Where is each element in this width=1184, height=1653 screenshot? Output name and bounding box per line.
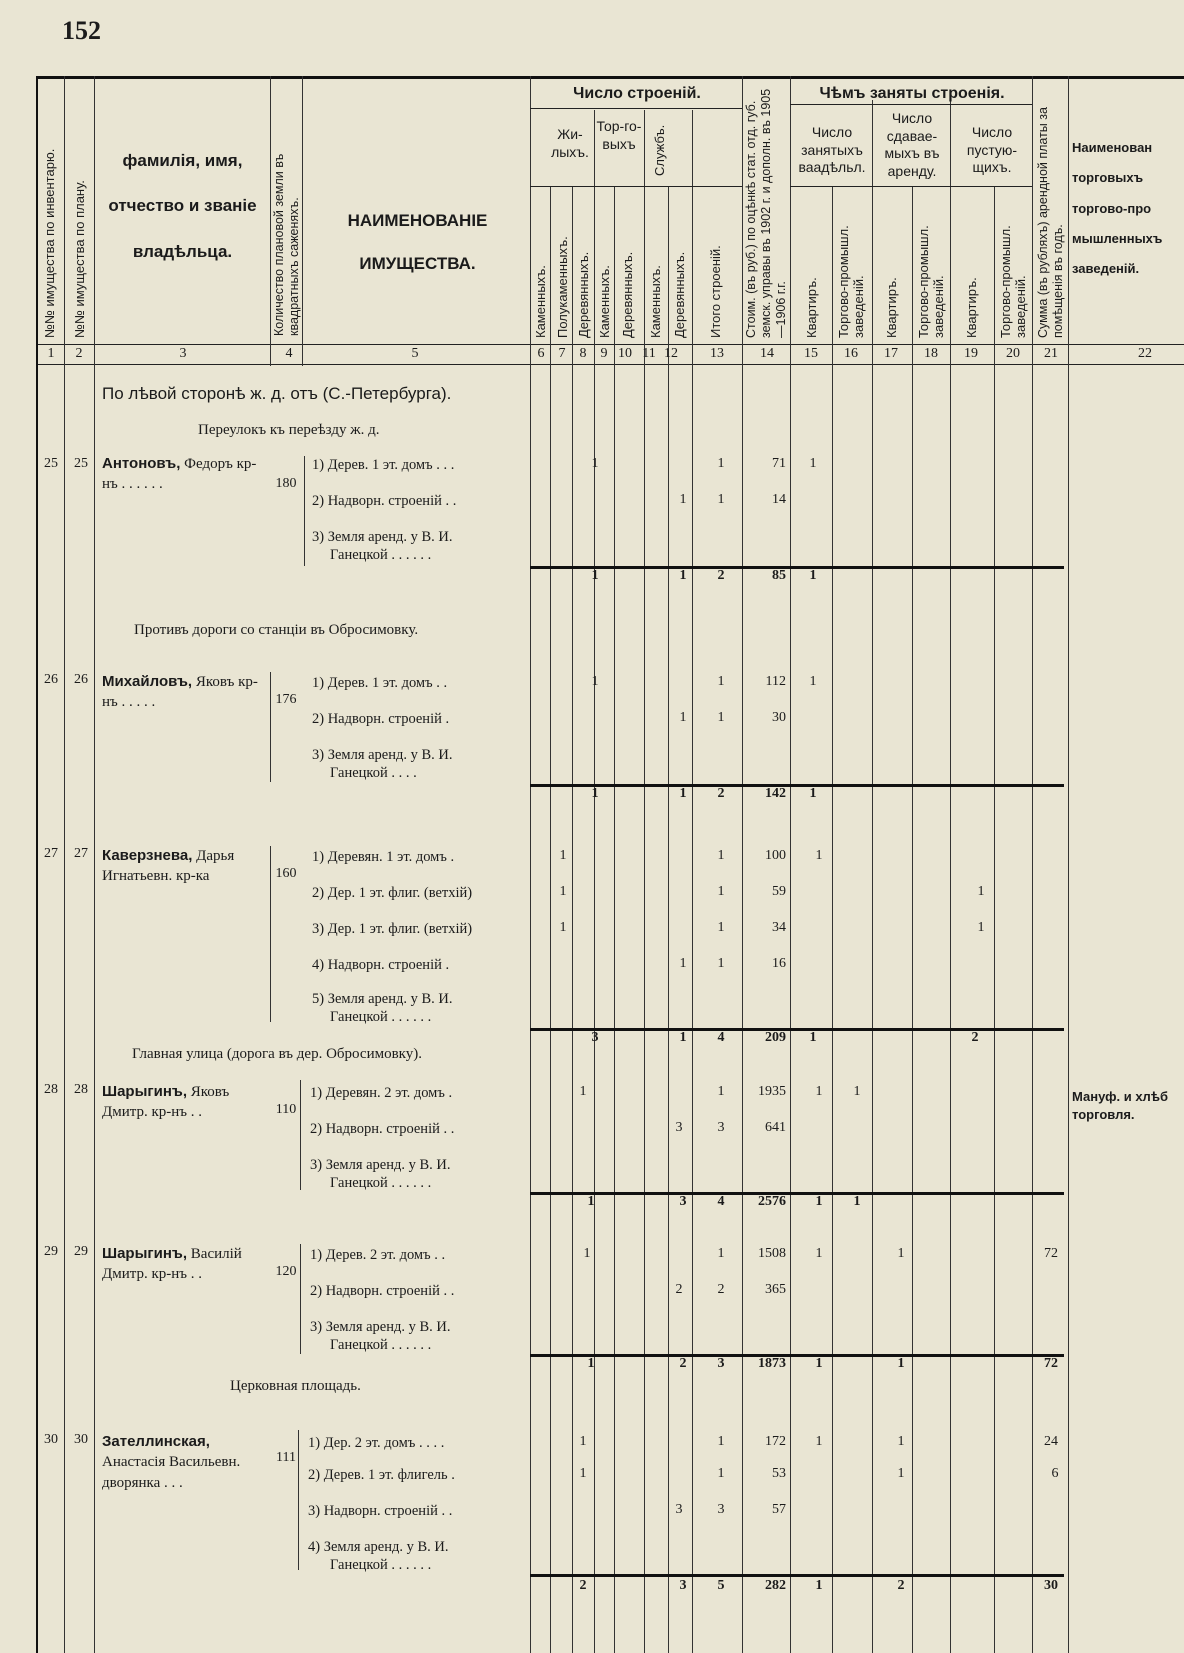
col-border xyxy=(1068,76,1069,1653)
subtotal-rule xyxy=(530,1574,1064,1577)
cell: 3 xyxy=(717,1502,725,1517)
cell: 1 xyxy=(717,1434,725,1449)
header-stone: Каменныхъ. xyxy=(648,265,663,338)
valuation-cell: 172 xyxy=(765,1434,786,1449)
subcol-border xyxy=(668,186,669,1653)
header-apartments: Квартиръ. xyxy=(884,277,899,338)
subhead-rule xyxy=(790,104,1032,105)
header-occ-owner: Число занятыхъ ваадѣльл. xyxy=(798,124,866,175)
subtotal-cell: 1 xyxy=(809,786,817,801)
subtotal-cell: 1 xyxy=(679,568,687,583)
cell: 72 xyxy=(1044,1246,1058,1261)
owner-bracket xyxy=(304,456,305,566)
valuation-cell: 53 xyxy=(772,1466,786,1481)
cell: 2 xyxy=(717,1282,725,1297)
cell: 1 xyxy=(717,956,725,971)
cell: 1 xyxy=(679,710,687,725)
property-item: 3) Надворн. строеній . . xyxy=(308,1503,453,1519)
valuation-cell: 14 xyxy=(772,492,786,507)
column-number: 14 xyxy=(760,346,774,361)
header-owner xyxy=(100,150,265,262)
header-occ-empty: Число пустую-щихъ. xyxy=(966,124,1018,175)
header-total-buildings: Итого строеній. xyxy=(708,245,723,338)
cell: 1 xyxy=(559,848,567,863)
owner-surname: Шарыгинъ, xyxy=(102,1245,188,1262)
column-number: 8 xyxy=(579,346,587,361)
header-names-line: торгово-про xyxy=(1072,200,1152,216)
cell: 1 xyxy=(815,1246,823,1261)
header-trade: Тор-го-выхъ xyxy=(596,118,642,152)
column-number: 13 xyxy=(710,346,724,361)
header-occ-rent: Число сдавае-мыхъ въ аренду. xyxy=(884,110,940,179)
owner-name xyxy=(102,1244,267,1285)
owner-rest: Дарья Игнатьевн. кр-ка xyxy=(102,848,235,885)
cell: 1 xyxy=(717,884,725,899)
subtotal-cell: 1 xyxy=(815,1194,823,1209)
cell: 3 xyxy=(675,1120,683,1135)
cell: 1 xyxy=(815,848,823,863)
subtotal-rule xyxy=(530,566,1064,569)
cell: 1 xyxy=(679,956,687,971)
property-item: 3) Земля аренд. у В. И. xyxy=(312,747,453,763)
section-heading: Главная улица (дорога въ дер. Обросимовку). xyxy=(132,1046,423,1062)
subtotal-valuation: 85 xyxy=(772,568,786,583)
inv-no: 25 xyxy=(44,456,58,471)
subtotal-cell: 2 xyxy=(897,1578,905,1593)
cell: 1 xyxy=(559,920,567,935)
cell: 2 xyxy=(675,1282,683,1297)
owner-bracket xyxy=(270,846,271,1022)
cell: 24 xyxy=(1044,1434,1058,1449)
cell: 1 xyxy=(897,1246,905,1261)
owner-surname: Зателлинская, xyxy=(102,1433,210,1450)
header-service: Службъ. xyxy=(652,124,667,176)
cell: 1 xyxy=(717,456,725,471)
property-item: 1) Дерев. 1 эт. домъ . . xyxy=(312,675,448,691)
subhead-rule xyxy=(790,186,1032,187)
subtotal-cell: 1 xyxy=(809,568,817,583)
owner-rest: Анастасія Васильевн. дворянка . . . xyxy=(102,1454,241,1491)
land-area: 111 xyxy=(276,1450,296,1465)
subtotal-cell: 72 xyxy=(1044,1356,1058,1371)
header-wooden: Деревянныхъ. xyxy=(576,251,591,338)
inv-no: 27 xyxy=(44,846,58,861)
subtotal-valuation: 2576 xyxy=(758,1194,786,1209)
column-number: 18 xyxy=(924,346,938,361)
owner-surname: Михайловъ, xyxy=(102,673,193,690)
header-buildings: Число строеній. xyxy=(573,85,701,102)
column-number: 6 xyxy=(537,346,545,361)
land-area: 160 xyxy=(275,866,297,881)
header-rent-sum: Сумма (въ рубляхъ) арендной платы за помѣщенія въ годъ. xyxy=(1036,107,1065,338)
col-border xyxy=(64,76,65,1653)
cell: 1 xyxy=(559,884,567,899)
header-half-stone: Полукаменныхъ. xyxy=(555,236,570,338)
subtotal-cell: 1 xyxy=(587,1356,595,1371)
cell: 1 xyxy=(977,920,985,935)
subtotal-cell: 1 xyxy=(679,786,687,801)
cell: 1 xyxy=(591,674,599,689)
column-number: 5 xyxy=(411,346,419,361)
subtotal-cell: 1 xyxy=(679,1030,687,1045)
header-wooden: Деревянныхъ. xyxy=(672,251,687,338)
owner-surname: Шарыгинъ, xyxy=(102,1083,188,1100)
header-apartments: Квартиръ. xyxy=(804,277,819,338)
column-number: 9 xyxy=(600,346,608,361)
cell: 1 xyxy=(591,456,599,471)
property-item: 2) Надворн. строеній . . xyxy=(312,493,457,509)
subtotal-cell: 3 xyxy=(591,1030,599,1045)
header-property xyxy=(310,210,525,275)
header-trade-ind: Торгово-промышл. заведеній. xyxy=(916,225,946,338)
cell: 1 xyxy=(897,1434,905,1449)
column-number: 3 xyxy=(179,346,187,361)
owner-rest: Василій Дмитр. кр-нъ . . xyxy=(102,1246,242,1283)
plan-no: 29 xyxy=(74,1244,88,1259)
property-item: 3) Земля аренд. у В. И. xyxy=(310,1319,451,1335)
header-names-line: торговыхъ xyxy=(1072,170,1144,186)
owner-surname: Антоновъ, xyxy=(102,455,181,472)
property-item: 5) Земля аренд. у В. И. xyxy=(312,991,453,1007)
header-trade-ind: Торгово-промышл. заведеній. xyxy=(836,225,866,338)
cell: 6 xyxy=(1051,1466,1059,1481)
owner-rest: Яковъ Дмитр. кр-нъ . . xyxy=(102,1084,230,1121)
subtotal-valuation: 209 xyxy=(765,1030,786,1045)
header-plan-no: №№ имущества по плану. xyxy=(72,180,87,338)
valuation-cell: 365 xyxy=(765,1282,786,1297)
column-number: 20 xyxy=(1006,346,1020,361)
owner-rest: Яковъ кр-нъ . . . . . xyxy=(102,674,258,711)
header-stone: Каменныхъ. xyxy=(597,265,612,338)
valuation-cell: 641 xyxy=(765,1120,786,1135)
col-border-left xyxy=(36,76,38,1653)
owner-name xyxy=(102,1082,267,1123)
cell: 1 xyxy=(815,1434,823,1449)
subtotal-cell: 1 xyxy=(853,1194,861,1209)
column-number: 2 xyxy=(75,346,83,361)
header-trade-ind: Торгово-промышл. заведеній. xyxy=(998,225,1028,338)
subtotal-rule xyxy=(530,1354,1064,1357)
cell: 1 xyxy=(717,492,725,507)
subtotal-valuation: 1873 xyxy=(758,1356,786,1371)
valuation-cell: 16 xyxy=(772,956,786,971)
cell: 1 xyxy=(717,1466,725,1481)
inv-no: 28 xyxy=(44,1082,58,1097)
cell: 1 xyxy=(579,1466,587,1481)
header-property-line: НАИМЕНОВАНІЕ xyxy=(347,211,488,230)
header-apartments: Квартиръ. xyxy=(964,277,979,338)
plan-no: 26 xyxy=(74,672,88,687)
subtotal-cell: 30 xyxy=(1044,1578,1058,1593)
subcol-border xyxy=(994,186,995,1653)
subtotal-valuation: 142 xyxy=(765,786,786,801)
column-number: 19 xyxy=(964,346,978,361)
header-owner-line: отчество и званіе xyxy=(108,196,257,216)
cell: 1 xyxy=(679,492,687,507)
owner-bracket xyxy=(300,1080,301,1190)
cell: 1 xyxy=(815,1084,823,1099)
subtotal-cell: 1 xyxy=(809,1030,817,1045)
valuation-cell: 112 xyxy=(765,674,786,689)
property-item: 2) Надворн. строеній . . xyxy=(310,1121,455,1137)
land-area: 120 xyxy=(275,1264,297,1279)
cell: 1 xyxy=(717,1246,725,1261)
property-item: 1) Дер. 2 эт. домъ . . . . xyxy=(308,1435,445,1451)
cell: 1 xyxy=(809,674,817,689)
inv-no: 26 xyxy=(44,672,58,687)
subtotal-cell: 1 xyxy=(815,1578,823,1593)
section-heading: Противъ дороги со станціи въ Обросимовку. xyxy=(134,622,419,638)
cell: 1 xyxy=(977,884,985,899)
property-item: 3) Земля аренд. у В. И. xyxy=(310,1157,451,1173)
cell: 1 xyxy=(717,674,725,689)
property-item: 4) Надворн. строеній . xyxy=(312,957,450,973)
column-number: 16 xyxy=(844,346,858,361)
property-item: 1) Дерев. 1 эт. домъ . . . xyxy=(312,457,455,473)
column-number: 4 xyxy=(285,346,293,361)
property-item: 3) Дер. 1 эт. флиг. (ветхій) xyxy=(312,921,473,937)
subtotal-cell: 4 xyxy=(717,1030,725,1045)
col-border xyxy=(270,76,271,366)
subcol-border xyxy=(832,186,833,1653)
header-wooden: Деревянныхъ. xyxy=(620,251,635,338)
column-number: 22 xyxy=(1138,346,1152,361)
header-valuation: Стоим. (въ руб.) по оцѣнкѣ стат. отд. губ. земск. управы въ 1902 г. и дополн. въ 1905—1906 г.г. xyxy=(744,88,788,338)
property-item: 1) Дерев. 2 эт. домъ . . xyxy=(310,1247,446,1263)
col-border xyxy=(950,100,951,1653)
owner-name xyxy=(102,846,267,887)
header-bottom-rule xyxy=(36,344,1184,345)
subtotal-cell: 2 xyxy=(717,786,725,801)
column-number: 10 xyxy=(618,346,632,361)
trade-note-line: торговля. xyxy=(1072,1107,1135,1123)
plan-no: 27 xyxy=(74,846,88,861)
property-item: Ганецкой . . . . xyxy=(330,765,417,781)
subtotal-cell: 1 xyxy=(815,1356,823,1371)
cell: 3 xyxy=(717,1120,725,1135)
subtotal-cell: 3 xyxy=(679,1578,687,1593)
plan-no: 30 xyxy=(74,1432,88,1447)
valuation-cell: 71 xyxy=(772,456,786,471)
col-border xyxy=(742,76,743,1653)
owner-surname: Каверзнева, xyxy=(102,847,193,864)
section-heading: Переулокъ къ переѣзду ж. д. xyxy=(198,422,380,438)
subtotal-cell: 1 xyxy=(591,568,599,583)
cell: 1 xyxy=(717,848,725,863)
section-heading: Церковная площадь. xyxy=(230,1378,361,1394)
cell: 1 xyxy=(717,920,725,935)
cell: 1 xyxy=(579,1434,587,1449)
subcol-border xyxy=(644,110,645,1653)
col-border xyxy=(1032,76,1033,1653)
header-names-line: заведеній. xyxy=(1072,261,1140,276)
column-number: 1 xyxy=(47,346,55,361)
valuation-cell: 57 xyxy=(772,1502,786,1517)
property-item: Ганецкой . . . . . . xyxy=(330,1175,432,1191)
header-names-line: мышленныхъ xyxy=(1072,230,1163,246)
subtotal-cell: 3 xyxy=(717,1356,725,1371)
owner-bracket xyxy=(270,672,271,782)
colnum-bottom-rule xyxy=(36,364,1184,365)
property-item: 2) Надворн. строеній . xyxy=(312,711,450,727)
header-inv-no: №№ имущества по инвентарю. xyxy=(42,148,57,338)
cell: 1 xyxy=(579,1084,587,1099)
property-item: 1) Деревян. 1 эт. домъ . xyxy=(312,849,455,865)
header-property-line: ИМУЩЕСТВА. xyxy=(359,254,476,274)
valuation-cell: 59 xyxy=(772,884,786,899)
property-item: Ганецкой . . . . . . xyxy=(330,547,432,563)
header-occupied: Чѣмъ заняты строенія. xyxy=(819,85,1005,102)
valuation-cell: 30 xyxy=(772,710,786,725)
subcol-border xyxy=(550,186,551,1653)
subtotal-cell: 1 xyxy=(591,786,599,801)
column-number: 21 xyxy=(1044,346,1058,361)
owner-name xyxy=(102,672,262,713)
land-area: 176 xyxy=(275,692,297,707)
subcol-border xyxy=(594,110,595,1653)
subtotal-cell: 2 xyxy=(717,568,725,583)
land-area: 110 xyxy=(275,1102,297,1117)
property-item: 1) Деревян. 2 эт. домъ . xyxy=(310,1085,453,1101)
col-border xyxy=(872,100,873,1653)
page-number: 152 xyxy=(62,16,101,45)
cell: 1 xyxy=(717,1084,725,1099)
subcol-border xyxy=(614,186,615,1653)
subhead-rule xyxy=(530,108,742,109)
section-heading: По лѣвой сторонѣ ж. д. отъ (С.-Петербурга). xyxy=(102,384,452,403)
col-border xyxy=(302,76,303,366)
col-border xyxy=(790,76,791,1653)
subtotal-valuation: 282 xyxy=(765,1578,786,1593)
col-border xyxy=(94,76,95,1653)
trade-note xyxy=(1072,1088,1184,1124)
column-number: 17 xyxy=(884,346,898,361)
cell: 3 xyxy=(675,1502,683,1517)
owner-rest: Федоръ кр-нъ . . . . . . xyxy=(102,456,257,493)
land-area: 180 xyxy=(275,476,297,491)
inv-no: 29 xyxy=(44,1244,58,1259)
trade-note-line: Мануф. и хлѣб xyxy=(1072,1089,1168,1104)
subcol-border xyxy=(692,110,693,1653)
owner-bracket xyxy=(300,1244,301,1354)
valuation-cell: 100 xyxy=(765,848,786,863)
subhead-rule xyxy=(530,186,742,187)
header-stone: Каменныхъ. xyxy=(533,265,548,338)
column-number: 11 xyxy=(642,346,656,361)
property-item: Ганецкой . . . . . . xyxy=(330,1557,432,1573)
subtotal-rule xyxy=(530,1192,1064,1195)
property-item: 4) Земля аренд. у В. И. xyxy=(308,1539,449,1555)
inv-no: 30 xyxy=(44,1432,58,1447)
table-top-rule xyxy=(36,76,1184,79)
subcol-border xyxy=(912,186,913,1653)
plan-no: 25 xyxy=(74,456,88,471)
valuation-cell: 1508 xyxy=(758,1246,786,1261)
cell: 1 xyxy=(583,1246,591,1261)
property-item: 2) Дер. 1 эт. флиг. (ветхій) xyxy=(312,885,473,901)
header-names-line: Наименован xyxy=(1072,140,1153,155)
owner-bracket xyxy=(298,1430,299,1570)
subtotal-cell: 2 xyxy=(971,1030,979,1045)
cell: 1 xyxy=(717,710,725,725)
property-item: Ганецкой . . . . . . xyxy=(330,1009,432,1025)
valuation-cell: 1935 xyxy=(758,1084,786,1099)
column-number: 15 xyxy=(804,346,818,361)
header-owner-line: фамилія, имя, xyxy=(122,151,243,170)
property-item: 3) Земля аренд. у В. И. xyxy=(312,529,453,545)
subtotal-cell: 3 xyxy=(679,1194,687,1209)
cell: 1 xyxy=(809,456,817,471)
col-border xyxy=(530,76,531,1653)
header-living: Жи-лыхъ. xyxy=(551,126,589,160)
subtotal-cell: 2 xyxy=(579,1578,587,1593)
header-names-trade xyxy=(1072,140,1184,277)
subtotal-cell: 1 xyxy=(587,1194,595,1209)
column-number: 7 xyxy=(558,346,566,361)
subtotal-cell: 2 xyxy=(679,1356,687,1371)
property-item: 2) Надворн. строеній . . xyxy=(310,1283,455,1299)
property-item: 2) Дерев. 1 эт. флигель . xyxy=(308,1467,455,1483)
subtotal-rule xyxy=(530,784,1064,787)
owner-name xyxy=(102,454,262,495)
header-land: Количество плановой земли въ квадратныхъ саженяхъ. xyxy=(272,153,301,336)
cell: 1 xyxy=(853,1084,861,1099)
owner-name xyxy=(102,1432,267,1493)
property-item: Ганецкой . . . . . . xyxy=(330,1337,432,1353)
subtotal-cell: 5 xyxy=(717,1578,725,1593)
column-number: 12 xyxy=(664,346,678,361)
plan-no: 28 xyxy=(74,1082,88,1097)
header-owner-line: владѣльца. xyxy=(132,241,233,261)
valuation-cell: 34 xyxy=(772,920,786,935)
subtotal-cell: 4 xyxy=(717,1194,725,1209)
subtotal-cell: 1 xyxy=(897,1356,905,1371)
cell: 1 xyxy=(897,1466,905,1481)
